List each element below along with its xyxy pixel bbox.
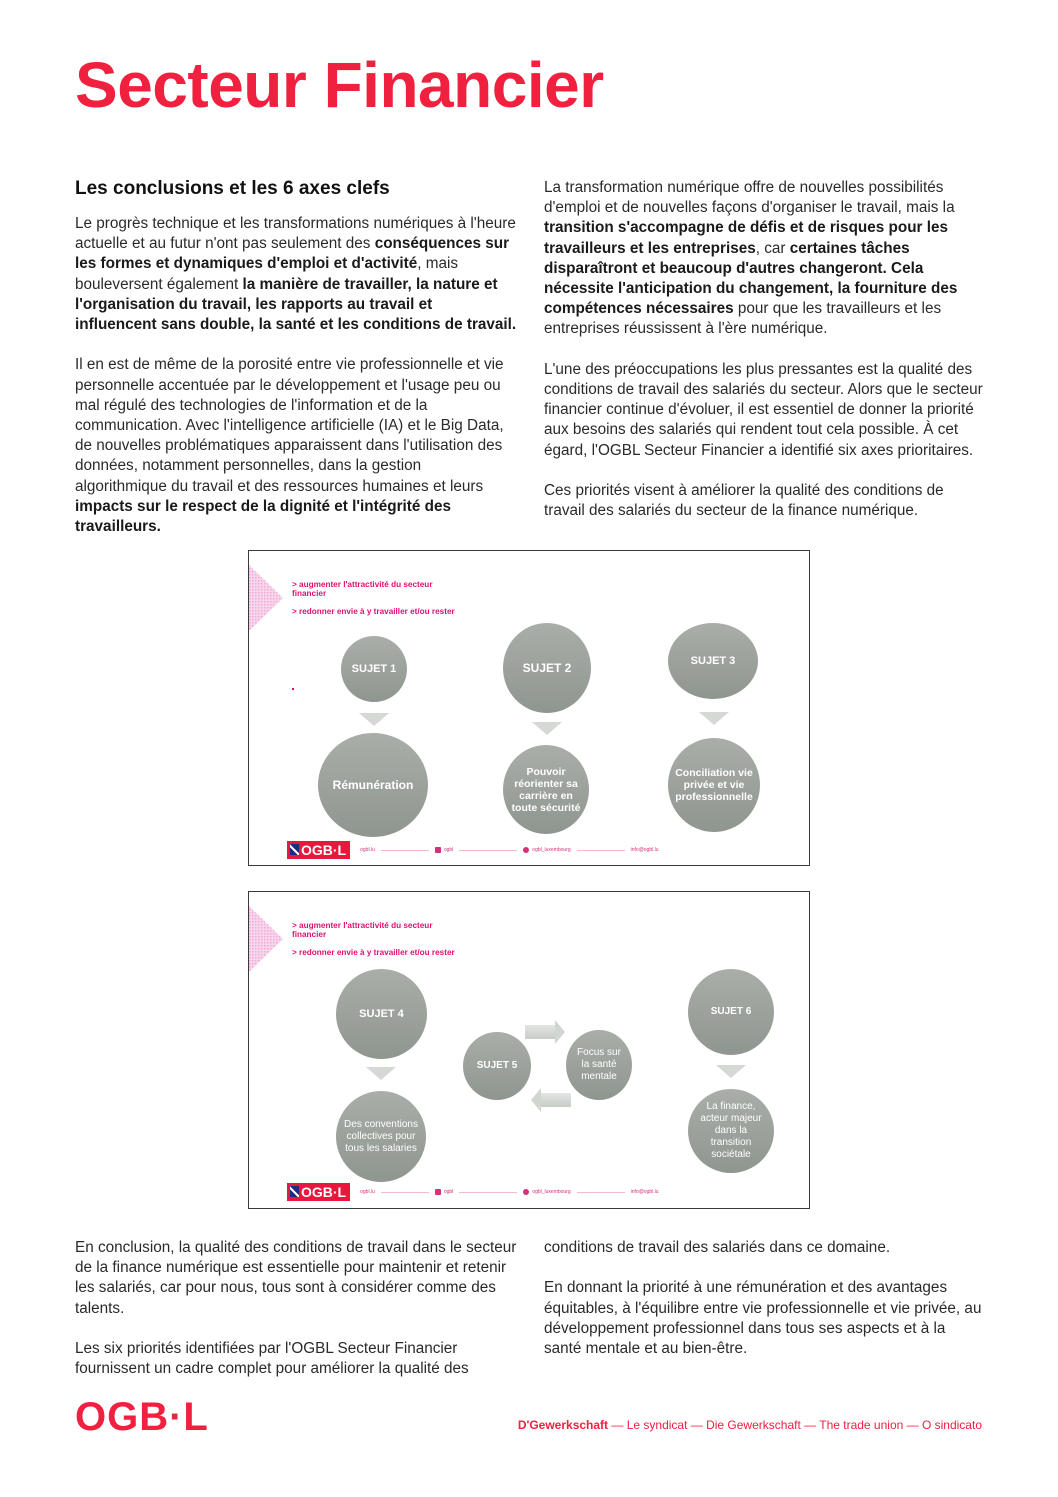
facebook-icon [435, 847, 441, 853]
topic-6-circle: La finance, acteur majeur dans la transition sociétale [688, 1089, 774, 1173]
ogbl-mini-logo: OGB·L [287, 841, 350, 859]
paragraph-6: En conclusion, la qualité des conditions de travail dans le secteur de la finance numérique est essentielle pour maintenir et retenir les salariés, car pour nous, tous sont à considérer comme des talents. [75, 1239, 517, 1317]
slide-objectives: > augmenter l'attractivité du secteur financier > redonner envie à y travailler et/ou rester [292, 921, 455, 957]
paragraph-8: conditions de travail des salariés dans ce domaine. [544, 1239, 891, 1256]
slide-image-2 [248, 891, 810, 1209]
twitter-icon [523, 1189, 529, 1195]
paragraph-1: Le progrès technique et les transformations numériques à l'heure actuelle et au futur n'ont pas seulement des conséquences sur les formes et dynamiques d'emploi et d'activité, mais bouleversent également la manière de travailler, la nature et l'organisation du travail, les rapports au travail et influencent sans double, la santé et les conditions de travail. [75, 215, 517, 334]
topic-3-circle: Conciliation vie privée et vie professionnelle [668, 738, 760, 832]
bottom-left-column [75, 1238, 517, 1400]
pink-diamond-decoration [249, 565, 283, 631]
topic-4-circle: Des conventions collectives pour tous les salaries [336, 1091, 426, 1182]
pink-diamond-decoration [249, 906, 283, 972]
slide-footer: OGB·L ogbl.lu ogbl ogbl_luxembourg info@ogbl.lu [287, 1183, 659, 1201]
subject-4-circle: SUJET 4 [336, 969, 427, 1059]
subject-2-circle: SUJET 2 [503, 623, 591, 713]
bottom-right-column [544, 1238, 986, 1379]
topic-2-circle: Pouvoir réorienter sa carrière en toute sécurité [503, 745, 589, 834]
section-heading: Les conclusions et les 6 axes clefs [75, 178, 390, 199]
facebook-icon [435, 1189, 441, 1195]
arrow-left-icon [541, 1093, 571, 1107]
right-column [544, 178, 986, 542]
arrow-down-icon [366, 1067, 396, 1080]
arrow-down-icon [699, 712, 729, 725]
paragraph-2: Il en est de même de la porosité entre vie professionnelle et vie personnelle accentuée par le développement et l'usage peu ou mal régulé des technologies de l'information et de la communication. Avec l'intelligence artificielle (IA) et le Big Data, de nouvelles problématiques apparaissent dans l'utilisation des données, notamment personnelles, dans la gestion algorithmique du travail et des ressources humaines et leurs impacts sur le respect de la dignité et l'intégrité des travailleurs. [75, 356, 504, 536]
left-column [75, 177, 517, 557]
slide-objectives: > augmenter l'attractivité du secteur financier > redonner envie à y travailler et/ou rester [292, 580, 455, 616]
arrow-down-icon [359, 713, 389, 726]
topic-5-circle: Focus sur la santé mentale [566, 1030, 632, 1100]
subject-5-circle: SUJET 5 [463, 1032, 531, 1100]
paragraph-9: En donnant la priorité à une rémunération et des avantages équitables, à l'équilibre entre vie professionnelle et vie privée, au développement professionnel dans tous ses aspects et à la santé mentale et au bien-être. [544, 1279, 982, 1357]
subject-1-circle: SUJET 1 [341, 636, 407, 702]
arrow-down-icon [716, 1065, 746, 1078]
topic-1-circle: Rémunération [318, 733, 428, 837]
paragraph-7: Les six priorités identifiées par l'OGBL Secteur Financier fournissent un cadre complet pour améliorer la qualité des [75, 1340, 469, 1378]
slide-image-1 [248, 550, 810, 866]
page-title: Secteur Financier [75, 49, 604, 121]
ogbl-logo: OGB·L [75, 1395, 209, 1439]
bullet-dot [292, 688, 294, 690]
paragraph-4: L'une des préoccupations les plus pressantes est la qualité des conditions de travail des salariés du secteur. Alors que le secteur financier continue d'évoluer, il est essentiel de donner la priorité aux besoins des salariés qui rendent tout cela possible. À cet égard, l'OGBL Secteur Financier a identifié six axes prioritaires. [544, 360, 983, 459]
arrow-right-icon [525, 1025, 555, 1039]
paragraph-5: Ces priorités visent à améliorer la qualité des conditions de travail des salariés du secteur de la finance numérique. [544, 482, 944, 520]
ogbl-mini-logo: OGB·L [287, 1183, 350, 1201]
slide-footer: OGB·L ogbl.lu ogbl ogbl_luxembourg info@ogbl.lu [287, 841, 659, 859]
subject-3-circle: SUJET 3 [668, 623, 758, 699]
subject-6-circle: SUJET 6 [688, 969, 774, 1055]
twitter-icon [523, 847, 529, 853]
footer-tagline: D'Gewerkschaft — Le syndicat — Die Gewerkschaft — The trade union — O sindicato [517, 1418, 982, 1432]
arrow-down-icon [532, 722, 562, 735]
paragraph-3: La transformation numérique offre de nouvelles possibilités d'emploi et de nouvelles façons d'organiser le travail, mais la transition s'accompagne de défis et de risques pour les travailleurs et les entreprises, car certaines tâches disparaîtront et beaucoup d'autres changeront. Cela nécessite l'anticipation du changement, la fourniture des compétences nécessaires pour que les travailleurs et les entreprises réussissent à l'ère numérique. [544, 179, 958, 338]
